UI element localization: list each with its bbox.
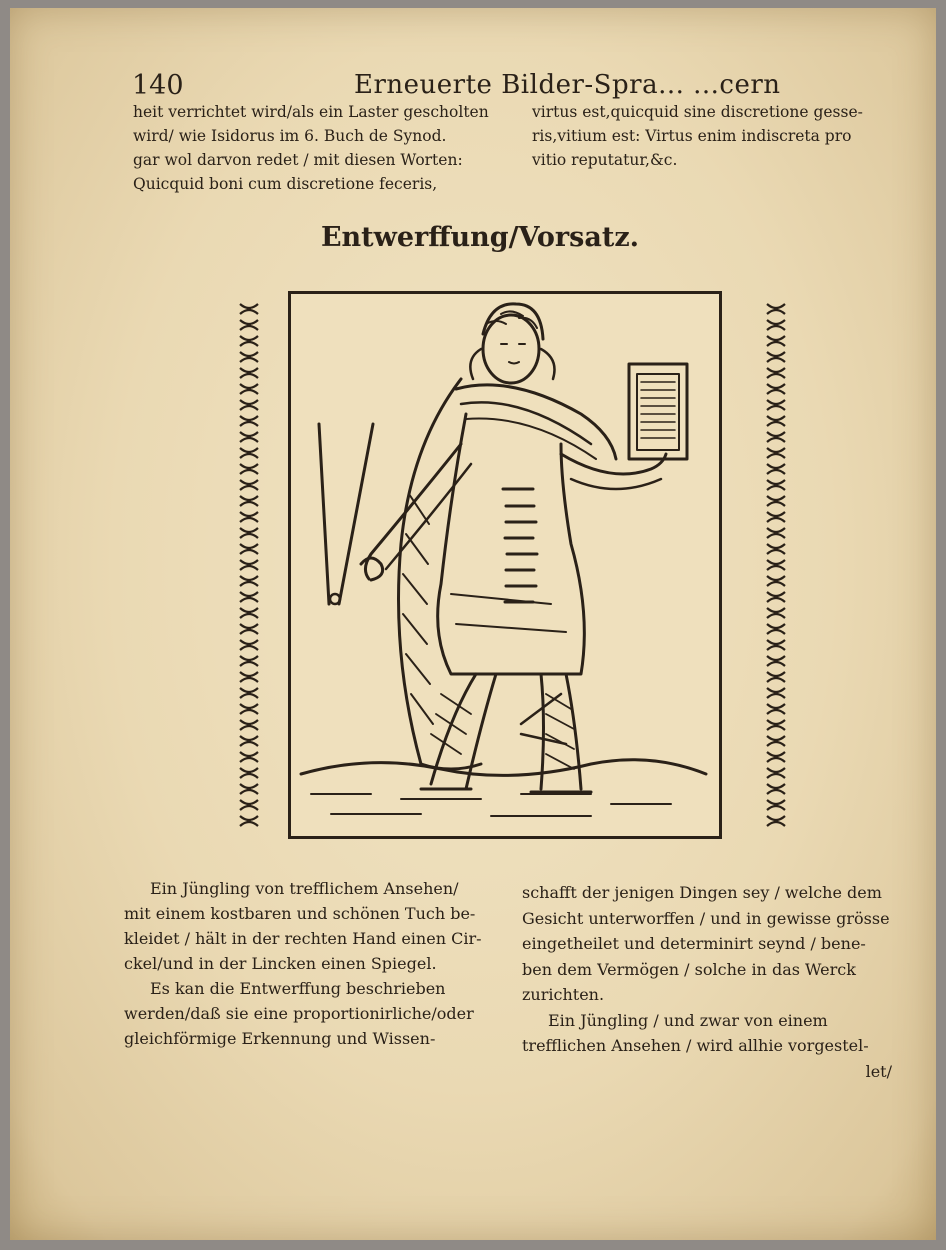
text-line: zurichten. — [522, 985, 605, 1004]
ornament-glyph — [240, 784, 258, 794]
ornament-glyph — [767, 320, 785, 330]
ornament-glyph — [240, 704, 258, 714]
left-ornament-border — [236, 300, 262, 835]
ornament-glyph — [767, 416, 785, 426]
caption-right-column — [522, 880, 902, 1084]
top-text-left-column — [133, 100, 489, 196]
text-line: schafft der jenigen Dingen sey / welche dem — [522, 883, 882, 902]
youth-with-compass-and-mirror-image — [291, 294, 719, 836]
ornament-glyph — [240, 528, 258, 538]
ornament-glyph — [240, 656, 258, 666]
ornament-glyph — [767, 336, 785, 346]
ornament-glyph — [767, 624, 785, 634]
ornament-glyph — [767, 432, 785, 442]
ornament-glyph — [767, 496, 785, 506]
ornament-glyph — [240, 816, 258, 826]
text-line: ckel/und in der Lincken einen Spiegel. — [124, 954, 437, 973]
text-line: vitio reputatur,&c. — [532, 151, 678, 169]
section-title: Entwerffung/Vorsatz. — [320, 222, 640, 253]
ornament-glyph — [240, 592, 258, 602]
caption-left-column — [124, 876, 482, 1051]
ornament-glyph — [767, 464, 785, 474]
ornament-glyph — [240, 336, 258, 346]
ornament-glyph — [767, 384, 785, 394]
text-line: ris,vitium est: Virtus enim indiscreta pro — [532, 127, 852, 145]
ornament-glyph — [240, 560, 258, 570]
ornament-glyph — [240, 304, 258, 314]
text-line: Es kan die Entwerffung beschrieben — [150, 979, 446, 998]
ornament-glyph — [240, 320, 258, 330]
ornament-glyph — [767, 400, 785, 410]
right-ornament-border — [763, 300, 789, 835]
ornament-glyph — [767, 528, 785, 538]
ornament-glyph — [240, 768, 258, 778]
text-line: trefflichen Ansehen / wird allhie vorgestel- — [522, 1036, 869, 1055]
ornament-glyph — [767, 592, 785, 602]
ornament-glyph — [767, 304, 785, 314]
text-line: mit einem kostbaren und schönen Tuch be- — [124, 904, 476, 923]
text-line: ben dem Vermögen / solche in das Werck — [522, 959, 856, 979]
ornament-glyph — [240, 368, 258, 378]
text-line: gleichförmige Erkennung und Wissen- — [124, 1029, 436, 1048]
ornament-glyph — [240, 736, 258, 746]
ornament-glyph — [767, 656, 785, 666]
text-line: Quicquid boni cum discretione feceris, — [133, 175, 438, 193]
text-line: werden/daß sie eine proportionirliche/oder — [124, 1004, 474, 1023]
ornament-glyph — [240, 480, 258, 490]
ornament-glyph — [767, 736, 785, 746]
ornament-glyph — [240, 464, 258, 474]
ornament-glyph — [240, 752, 258, 762]
text-line: wird/ wie Isidorus im 6. Buch de Synod. — [133, 127, 447, 145]
page-number: 140 — [132, 70, 184, 101]
text-line: kleidet / hält in der rechten Hand einen Cir- — [124, 929, 482, 948]
ornament-glyph — [767, 704, 785, 714]
ornament-glyph — [767, 480, 785, 490]
ornament-glyph — [767, 672, 785, 682]
ornament-glyph — [240, 544, 258, 554]
ornament-glyph — [240, 512, 258, 522]
ornament-glyph — [767, 752, 785, 762]
woodcut-illustration — [288, 291, 722, 839]
ornament-glyph — [240, 352, 258, 362]
ornament-glyph — [240, 496, 258, 506]
ornament-glyph — [767, 640, 785, 650]
running-title: Erneuerte Bilder-Spra... ...cern — [354, 70, 781, 100]
ornament-glyph — [240, 640, 258, 650]
ornament-glyph — [240, 432, 258, 442]
text-line: heit verrichtet wird/als ein Laster gescholten — [133, 103, 489, 121]
ornament-glyph — [240, 384, 258, 394]
text-line: Ein Jüngling / und zwar von einem — [548, 1010, 828, 1030]
ornament-glyph — [767, 608, 785, 618]
text-line: virtus est,quicquid sine discretione gesse- — [532, 103, 863, 121]
ornament-glyph — [240, 416, 258, 426]
text-line: Ein Jüngling von trefflichem Ansehen/ — [150, 879, 459, 898]
text-line: Gesicht unterworffen / und in gewisse grösse — [522, 908, 890, 928]
top-text-right-column — [532, 100, 863, 172]
ornament-glyph — [240, 688, 258, 698]
ornament-glyph — [767, 352, 785, 362]
ornament-glyph — [240, 720, 258, 730]
text-line: eingetheilet und determinirt seynd / bene- — [522, 934, 866, 953]
text-line: let/ — [865, 1061, 892, 1081]
ornament-glyph — [240, 576, 258, 586]
ornament-glyph — [767, 512, 785, 522]
ornament-glyph — [767, 544, 785, 554]
ornament-glyph — [240, 672, 258, 682]
ornament-glyph — [767, 784, 785, 794]
ornament-glyph — [767, 576, 785, 586]
ornament-glyph — [767, 816, 785, 826]
ornament-glyph — [767, 688, 785, 698]
text-line: gar wol darvon redet / mit diesen Worten: — [133, 151, 463, 169]
ornament-glyph — [767, 560, 785, 570]
ornament-glyph — [767, 800, 785, 810]
ornament-glyph — [767, 368, 785, 378]
ornament-glyph — [767, 768, 785, 778]
ornament-glyph — [240, 608, 258, 618]
ornament-glyph — [767, 448, 785, 458]
ornament-glyph — [240, 624, 258, 634]
ornament-glyph — [240, 448, 258, 458]
ornament-glyph — [767, 720, 785, 730]
ornament-glyph — [240, 800, 258, 810]
ornament-glyph — [240, 400, 258, 410]
